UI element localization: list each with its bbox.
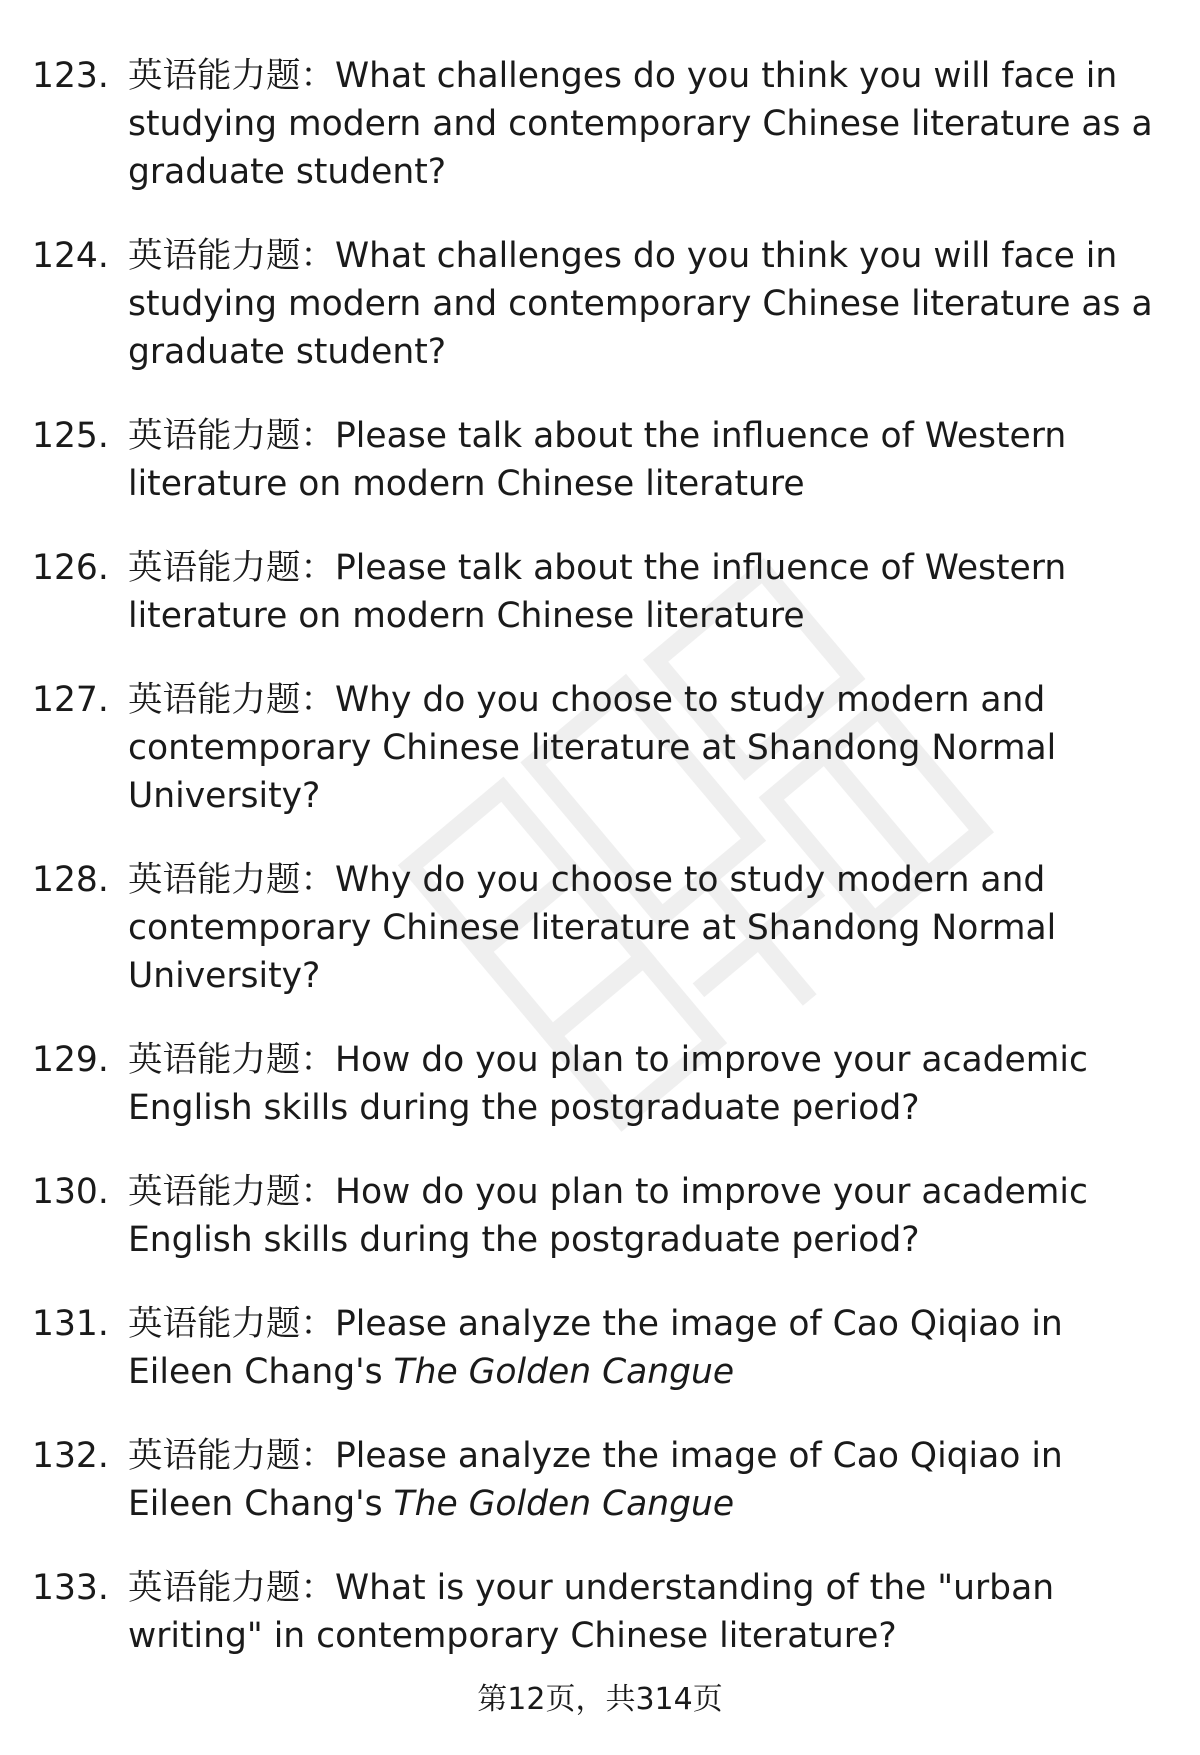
question-body: Please talk about the influence of Western literature on modern Chinese literature [128,548,1067,636]
question-number: 133. [32,1568,109,1608]
question-category-label: 英语能力题： [128,1040,335,1080]
book-title: The Golden Cangue [393,1484,735,1524]
question-category-label: 英语能力题： [128,56,335,96]
question-number: 125. [32,416,109,456]
question-number: 126. [32,548,109,588]
question-body: How do you plan to improve your academic English skills during the postgraduate period? [128,1040,1088,1128]
question-category-label: 英语能力题： [128,1172,335,1212]
question-number: 131. [32,1304,109,1344]
question-category-label: 英语能力题： [128,236,335,276]
question-body: Please analyze the image of Cao Qiqiao in Eileen Chang's [128,1436,1063,1524]
question-body: Please talk about the influence of Western literature on modern Chinese literature [128,416,1067,504]
question-text [128,232,1160,376]
page-footer: 第12页，共314页 [477,1682,723,1717]
question-category-label: 英语能力题： [128,1304,335,1344]
question-item [0,412,1200,508]
question-number: 128. [32,860,109,900]
question-text [128,1168,1160,1264]
question-category-label: 英语能力题： [128,1436,335,1476]
question-body: What challenges do you think you will face in studying modern and contemporary Chinese literature as a graduate student? [128,236,1153,372]
question-category-label: 英语能力题： [128,548,335,588]
question-body: What challenges do you think you will face in studying modern and contemporary Chinese literature as a graduate student? [128,56,1153,192]
question-item [0,1432,1200,1528]
question-item [0,1564,1200,1660]
question-body: How do you plan to improve your academic English skills during the postgraduate period? [128,1172,1088,1260]
question-number: 129. [32,1040,109,1080]
question-category-label: 英语能力题： [128,680,335,720]
question-number: 123. [32,56,109,96]
question-item [0,52,1200,196]
question-number: 130. [32,1172,109,1212]
question-number: 124. [32,236,109,276]
question-item [0,1168,1200,1264]
book-title: The Golden Cangue [393,1352,735,1392]
question-text [128,412,1160,508]
question-item [0,232,1200,376]
question-category-label: 英语能力题： [128,1568,335,1608]
question-body: Why do you choose to study modern and contemporary Chinese literature at Shandong Normal University? [128,680,1057,816]
question-number: 127. [32,680,109,720]
question-body: Please analyze the image of Cao Qiqiao in Eileen Chang's [128,1304,1063,1392]
question-body: What is your understanding of the "urban writing" in contemporary Chinese literature? [128,1568,1055,1656]
question-item [0,544,1200,640]
question-item [0,856,1200,1000]
question-item [0,1300,1200,1396]
question-category-label: 英语能力题： [128,416,335,456]
question-item [0,676,1200,820]
question-text [128,1564,1160,1660]
question-category-label: 英语能力题： [128,860,335,900]
question-text [128,1300,1160,1396]
question-text [128,544,1160,640]
question-text [128,52,1160,196]
question-body: Why do you choose to study modern and contemporary Chinese literature at Shandong Normal University? [128,860,1057,996]
question-list [0,52,1200,1696]
question-number: 132. [32,1436,109,1476]
question-text [128,676,1160,820]
question-text [128,1432,1160,1528]
question-text [128,856,1160,1000]
question-item [0,1036,1200,1132]
question-text [128,1036,1160,1132]
